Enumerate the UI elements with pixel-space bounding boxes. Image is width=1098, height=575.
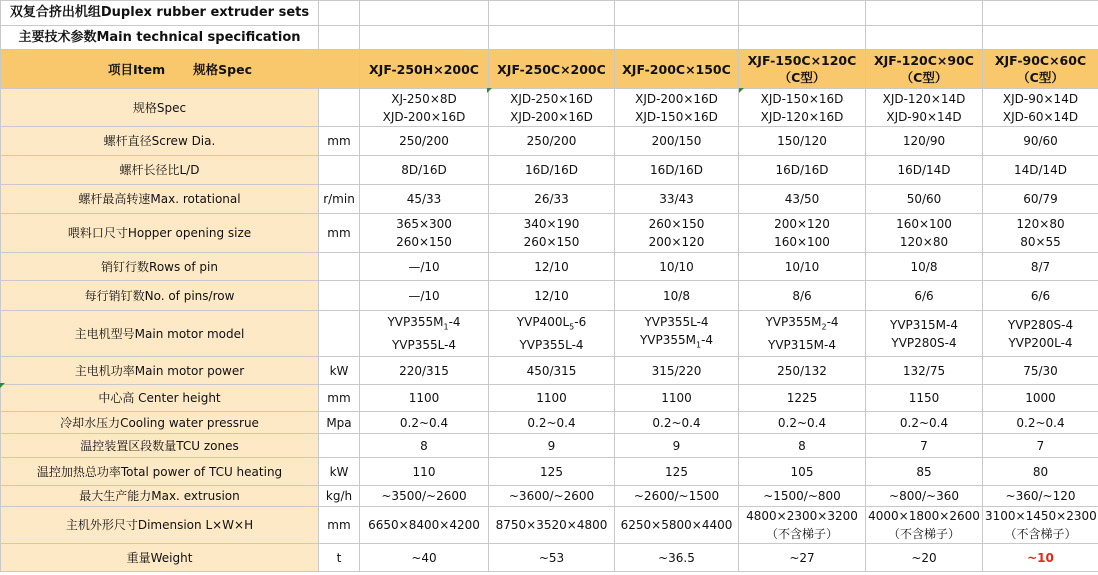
value-cell[interactable] (360, 89, 489, 127)
value-cell[interactable] (983, 253, 1098, 281)
model-header[interactable]: XJF-120C×90C （C型） (866, 50, 983, 89)
row-label[interactable]: 螺杆直径Screw Dia. (1, 127, 319, 156)
value-line-1: 50/60 (906, 192, 942, 206)
empty-cell[interactable] (319, 1, 360, 26)
comment-marker (487, 88, 492, 93)
model-header[interactable]: XJF-150C×120C （C型） (739, 50, 866, 89)
value-line-1: 6/6 (914, 288, 934, 303)
value-line-1: 8 (420, 438, 428, 453)
value-line-2: XJD-200×16D (382, 109, 466, 124)
value-cell[interactable] (866, 544, 983, 572)
value-line-2: 260×150 (396, 235, 452, 249)
subtitle-row (1, 26, 1098, 50)
value-cell[interactable] (360, 385, 489, 412)
row-unit[interactable]: kW (319, 357, 360, 385)
table-row (1, 412, 1098, 434)
value-cell[interactable] (615, 385, 739, 412)
row-unit[interactable]: mm (319, 507, 360, 544)
value-cell[interactable] (739, 214, 866, 253)
model-header[interactable]: XJF-250H×200C (360, 50, 489, 89)
header-item-spec[interactable] (1, 50, 360, 89)
table-row (1, 253, 1098, 281)
value-cell[interactable] (866, 412, 983, 434)
value-cell[interactable] (866, 253, 983, 281)
value-line-1: 3100×1450×2300 (985, 509, 1097, 523)
value-line-1: $YVP400L_5-6$ (516, 314, 587, 332)
row-label[interactable]: 重量Weight (1, 544, 319, 572)
model-header[interactable]: XJF-200C×150C (615, 50, 739, 89)
value-cell[interactable] (866, 127, 983, 156)
value-line-1: 7 (920, 438, 928, 453)
value-line-1: 10/8 (910, 259, 938, 274)
row-unit[interactable]: t (319, 544, 360, 572)
value-cell[interactable] (489, 127, 615, 156)
value-line-1: XJD-250×16D (510, 91, 593, 106)
value-cell[interactable] (360, 412, 489, 434)
value-line-1: 0.2~0.4 (527, 415, 576, 430)
value-line-2: （不含梯子） (887, 527, 960, 541)
table-row (1, 214, 1098, 253)
row-label[interactable]: 每行销钉数No. of pins/row (1, 281, 319, 311)
empty-cell[interactable] (319, 26, 360, 50)
value-line-1: 120/90 (902, 134, 946, 148)
value-cell[interactable] (360, 486, 489, 507)
value-cell[interactable] (615, 544, 739, 572)
value-cell[interactable] (866, 486, 983, 507)
value-line-1: XJ-250×8D (391, 91, 457, 106)
value-cell[interactable] (866, 281, 983, 311)
table-row (1, 185, 1098, 214)
value-cell[interactable] (739, 253, 866, 281)
value-line-1: 6250×5800×4400 (620, 518, 733, 532)
row-unit[interactable]: mm (319, 127, 360, 156)
row-label[interactable]: 冷却水压力Cooling water pressrue (1, 412, 319, 434)
value-line-2: （不含梯子） (765, 527, 838, 541)
value-line-1: 16D/16D (649, 163, 704, 177)
sheet-title[interactable]: 双复合挤出机组Duplex rubber extruder sets (1, 1, 319, 26)
value-cell[interactable] (489, 434, 615, 458)
value-cell[interactable] (615, 412, 739, 434)
value-line-1: 1150 (908, 391, 940, 405)
value-line-2: XJD-120×16D (760, 109, 844, 124)
value-cell[interactable] (360, 185, 489, 214)
value-line-1: 0.2~0.4 (399, 415, 449, 430)
value-cell[interactable] (489, 544, 615, 572)
value-line-1: ~53 (538, 550, 565, 565)
table-body (1, 89, 1098, 572)
value-line-1: 33/43 (659, 192, 694, 206)
value-line-2: YVP200L-4 (1008, 335, 1073, 350)
value-line-2: 160×100 (774, 235, 830, 249)
empty-cell[interactable] (983, 26, 1098, 50)
value-line-1: 9 (672, 438, 681, 453)
value-line-1: 1225 (786, 391, 818, 405)
value-line-1: 4000×1800×2600 (868, 509, 980, 523)
value-cell[interactable] (489, 412, 615, 434)
table-row (1, 385, 1098, 412)
value-cell[interactable] (615, 458, 739, 486)
row-label[interactable]: 温控加热总功率Total power of TCU heating (1, 458, 319, 486)
value-cell[interactable] (739, 385, 866, 412)
value-line-1: 10/10 (659, 259, 694, 274)
table-row (1, 507, 1098, 544)
value-cell[interactable] (866, 214, 983, 253)
value-line-1: 250/200 (399, 134, 449, 148)
value-cell[interactable] (615, 185, 739, 214)
value-cell[interactable] (739, 311, 866, 357)
value-cell[interactable] (615, 281, 739, 311)
row-unit[interactable] (319, 253, 360, 281)
value-line-2: 260×150 (523, 235, 580, 249)
value-line-1: 0.2~0.4 (899, 415, 949, 430)
value-line-2: $YVP355M_1-4$ (639, 332, 714, 350)
value-cell[interactable] (866, 434, 983, 458)
value-cell[interactable] (360, 357, 489, 385)
row-label[interactable]: 螺杆最高转速Max. rotational (1, 185, 319, 214)
value-line-1: 45/33 (406, 192, 442, 206)
value-cell[interactable] (983, 507, 1098, 544)
value-line-1: ~3600/~2600 (508, 489, 595, 503)
value-line-2: XJD-60×14D (1002, 109, 1079, 124)
value-line-1: 160×100 (896, 217, 952, 231)
model-header[interactable]: XJF-250C×200C (489, 50, 615, 89)
value-line-1: 260×150 (648, 217, 705, 231)
value-line-2: 80×55 (1020, 235, 1061, 249)
value-cell[interactable] (983, 544, 1098, 572)
value-line-1: 1100 (408, 391, 440, 405)
value-cell[interactable] (866, 357, 983, 385)
title-row (1, 1, 1098, 26)
row-unit[interactable] (319, 311, 360, 357)
table-row (1, 311, 1098, 357)
value-line-1: 1100 (661, 391, 692, 405)
value-line-1: 16D/16D (524, 163, 579, 177)
value-cell[interactable] (489, 486, 615, 507)
value-line-1: XJD-150×16D (760, 91, 844, 106)
empty-cell[interactable] (739, 1, 866, 26)
value-line-2: YVP315M-4 (768, 338, 836, 353)
value-line-1: 0.2~0.4 (1016, 415, 1065, 430)
value-cell[interactable] (866, 156, 983, 185)
value-line-2: YVP355L-4 (391, 338, 457, 353)
table-row (1, 458, 1098, 486)
row-label[interactable]: 中心高 Center height (1, 385, 319, 412)
value-line-1: 4800×2300×3200 (746, 509, 858, 523)
empty-cell[interactable] (739, 26, 866, 50)
value-cell[interactable] (360, 127, 489, 156)
value-cell[interactable] (739, 507, 866, 544)
value-cell[interactable] (739, 458, 866, 486)
value-line-1: YVP280S-4 (1007, 317, 1074, 332)
value-line-1: —/10 (408, 288, 440, 303)
value-cell[interactable] (983, 458, 1098, 486)
value-cell[interactable] (983, 281, 1098, 311)
table-row (1, 357, 1098, 385)
value-line-1: 315/220 (651, 363, 702, 378)
item-label: 项目Item (108, 61, 166, 77)
value-cell[interactable] (983, 127, 1098, 156)
value-line-1: 26/33 (534, 192, 569, 206)
value-line-1: 0.2~0.4 (652, 415, 701, 430)
value-cell[interactable] (983, 385, 1098, 412)
value-cell[interactable] (489, 281, 615, 311)
comment-marker (0, 383, 5, 388)
value-cell[interactable] (866, 458, 983, 486)
value-line-1: 7 (1036, 438, 1045, 453)
model-header[interactable]: XJF-90C×60C （C型） (983, 50, 1098, 89)
value-line-1: 365×300 (396, 217, 452, 231)
value-line-1: 10/8 (663, 288, 690, 303)
empty-cell[interactable] (866, 26, 983, 50)
empty-cell[interactable] (983, 1, 1098, 26)
table-row (1, 486, 1098, 507)
value-line-1: 60/79 (1023, 192, 1058, 206)
value-line-1: ~10 (1027, 550, 1054, 565)
value-line-1: 12/10 (534, 259, 569, 274)
value-line-1: $YVP355M_1-4$ (387, 314, 461, 332)
value-cell[interactable] (983, 486, 1098, 507)
value-line-1: 250/132 (777, 363, 827, 378)
value-line-1: 6650×8400×4200 (368, 518, 480, 532)
empty-cell[interactable] (360, 1, 489, 26)
value-cell[interactable] (360, 507, 489, 544)
value-cell[interactable] (615, 214, 739, 253)
value-cell[interactable] (739, 544, 866, 572)
value-line-1: 6/6 (1030, 288, 1051, 303)
value-line-1: ~2600/~1500 (633, 489, 720, 503)
value-cell[interactable] (615, 311, 739, 357)
value-cell[interactable] (360, 544, 489, 572)
value-line-1: 85 (916, 464, 932, 479)
value-line-2: XJD-200×16D (510, 109, 593, 124)
value-cell[interactable] (489, 89, 615, 127)
value-cell[interactable] (615, 486, 739, 507)
table-row (1, 156, 1098, 185)
row-unit[interactable]: kg/h (319, 486, 360, 507)
row-label[interactable]: 主电机功率Main motor power (1, 357, 319, 385)
value-cell[interactable] (739, 281, 866, 311)
value-cell[interactable] (360, 253, 489, 281)
empty-cell[interactable] (866, 1, 983, 26)
value-cell[interactable] (739, 357, 866, 385)
value-line-1: 250/200 (526, 134, 577, 148)
empty-cell[interactable] (489, 1, 615, 26)
row-label[interactable]: 销钉行数Rows of pin (1, 253, 319, 281)
row-unit[interactable] (319, 89, 360, 127)
value-cell[interactable] (983, 156, 1098, 185)
value-line-1: 132/75 (902, 363, 946, 378)
value-line-1: XJD-90×14D (1002, 91, 1079, 106)
table-row (1, 89, 1098, 127)
value-line-1: 90/60 (1023, 134, 1058, 148)
value-cell[interactable] (739, 89, 866, 127)
value-line-2: 200×120 (648, 235, 705, 249)
value-cell[interactable] (739, 434, 866, 458)
value-line-1: YVP355L-4 (644, 314, 709, 329)
value-line-1: 120×80 (1016, 217, 1065, 231)
row-unit[interactable]: r/min (319, 185, 360, 214)
value-line-1: YVP315M-4 (890, 317, 958, 332)
value-cell[interactable] (489, 357, 615, 385)
value-line-1: 125 (540, 464, 563, 479)
value-cell[interactable] (489, 385, 615, 412)
value-line-1: 1100 (536, 391, 567, 405)
value-line-2: YVP280S-4 (891, 335, 957, 350)
value-line-1: ~800/~360 (889, 489, 959, 503)
value-line-1: 340×190 (523, 217, 580, 231)
value-cell[interactable] (983, 434, 1098, 458)
table-row (1, 127, 1098, 156)
row-label[interactable]: 螺杆长径比L/D (1, 156, 319, 185)
comment-marker (739, 88, 744, 93)
row-label[interactable]: 温控装置区段数量TCU zones (1, 434, 319, 458)
empty-cell[interactable] (615, 26, 739, 50)
table-row (1, 434, 1098, 458)
empty-cell[interactable] (360, 26, 489, 50)
value-line-1: 43/50 (784, 192, 820, 206)
value-cell[interactable] (866, 385, 983, 412)
row-unit[interactable] (319, 434, 360, 458)
table-row (1, 281, 1098, 311)
value-line-1: 110 (412, 464, 436, 479)
value-line-1: 16D/14D (897, 163, 951, 177)
value-line-1: XJD-200×16D (635, 91, 718, 106)
value-line-1: 8D/16D (401, 163, 447, 177)
value-line-1: 220/315 (399, 363, 449, 378)
value-line-1: 8 (798, 438, 806, 453)
value-line-1: 9 (547, 438, 556, 453)
value-line-2: XJD-90×14D (886, 109, 962, 124)
value-line-1: ~40 (411, 550, 437, 565)
value-line-1: 105 (790, 464, 814, 479)
value-cell[interactable] (739, 486, 866, 507)
row-label[interactable]: 规格Spec (1, 89, 319, 127)
value-cell[interactable] (360, 434, 489, 458)
value-cell[interactable] (615, 89, 739, 127)
value-line-1: ~360/~120 (1005, 489, 1076, 503)
row-label[interactable]: 主电机型号Main motor model (1, 311, 319, 357)
value-cell[interactable] (360, 311, 489, 357)
row-unit[interactable] (319, 281, 360, 311)
value-cell[interactable] (866, 311, 983, 357)
row-label[interactable]: 喂料口尺寸Hopper opening size (1, 214, 319, 253)
value-line-1: 14D/14D (1013, 163, 1068, 177)
value-line-1: 125 (665, 464, 688, 479)
value-line-1: 12/10 (534, 288, 569, 303)
value-line-1: 8/6 (792, 288, 812, 303)
value-cell[interactable] (489, 311, 615, 357)
value-cell[interactable] (489, 214, 615, 253)
value-cell[interactable] (360, 156, 489, 185)
value-line-1: ~36.5 (658, 550, 695, 565)
value-cell[interactable] (866, 185, 983, 214)
value-line-1: 0.2~0.4 (777, 415, 827, 430)
value-cell[interactable] (983, 357, 1098, 385)
value-line-1: ~1500/~800 (763, 489, 841, 503)
spec-label: 规格Spec (193, 61, 252, 77)
value-line-1: 150/120 (777, 134, 827, 148)
value-cell[interactable] (489, 156, 615, 185)
value-cell[interactable] (983, 311, 1098, 357)
value-line-1: 16D/16D (775, 163, 829, 177)
value-cell[interactable] (615, 357, 739, 385)
value-cell[interactable] (360, 214, 489, 253)
value-line-1: 10/10 (784, 259, 820, 274)
value-line-1: 1000 (1025, 391, 1056, 405)
row-unit[interactable]: kW (319, 458, 360, 486)
value-line-1: ~27 (789, 550, 815, 565)
value-cell[interactable] (983, 89, 1098, 127)
value-cell[interactable] (983, 214, 1098, 253)
value-line-1: ~20 (911, 550, 937, 565)
row-unit[interactable]: mm (319, 385, 360, 412)
table-row (1, 544, 1098, 572)
row-label[interactable]: 主机外形尺寸Dimension L×W×H (1, 507, 319, 544)
value-cell[interactable] (489, 253, 615, 281)
row-unit[interactable]: mm (319, 214, 360, 253)
value-line-1: 200×120 (774, 217, 830, 231)
value-cell[interactable] (489, 458, 615, 486)
sheet-subtitle[interactable]: 主要技术参数Main technical specification (1, 26, 319, 50)
empty-cell[interactable] (489, 26, 615, 50)
value-cell[interactable] (360, 458, 489, 486)
value-cell[interactable] (615, 507, 739, 544)
value-line-1: —/10 (408, 259, 440, 274)
value-cell[interactable] (489, 507, 615, 544)
row-unit[interactable] (319, 156, 360, 185)
value-line-1: 80 (1032, 464, 1049, 479)
value-line-2: （不含梯子） (1004, 527, 1077, 541)
header-row (1, 50, 1098, 89)
value-line-1: 200/150 (651, 134, 702, 148)
value-cell[interactable] (739, 412, 866, 434)
value-line-1: 8750×3520×4800 (495, 518, 608, 532)
value-line-2: YVP355L-4 (519, 338, 584, 353)
value-cell[interactable] (739, 185, 866, 214)
value-cell[interactable] (983, 185, 1098, 214)
value-line-1: $YVP355M_2-4$ (765, 314, 839, 332)
value-line-1: 75/30 (1023, 363, 1058, 378)
row-unit[interactable]: Mpa (319, 412, 360, 434)
row-label[interactable]: 最大生产能力Max. extrusion (1, 486, 319, 507)
value-line-2: XJD-150×16D (635, 109, 718, 124)
value-cell[interactable] (739, 127, 866, 156)
value-cell[interactable] (866, 89, 983, 127)
value-line-1: ~3500/~2600 (381, 489, 467, 503)
value-cell[interactable] (615, 434, 739, 458)
value-cell[interactable] (489, 185, 615, 214)
value-line-1: XJD-120×14D (882, 91, 966, 106)
value-cell[interactable] (866, 507, 983, 544)
value-cell[interactable] (615, 127, 739, 156)
value-cell[interactable] (739, 156, 866, 185)
value-cell[interactable] (615, 253, 739, 281)
value-line-1: 8/7 (1030, 259, 1051, 274)
value-line-1: 450/315 (526, 363, 577, 378)
value-cell[interactable] (615, 156, 739, 185)
value-cell[interactable] (983, 412, 1098, 434)
value-cell[interactable] (360, 281, 489, 311)
empty-cell[interactable] (615, 1, 739, 26)
value-line-2: 120×80 (899, 235, 949, 249)
